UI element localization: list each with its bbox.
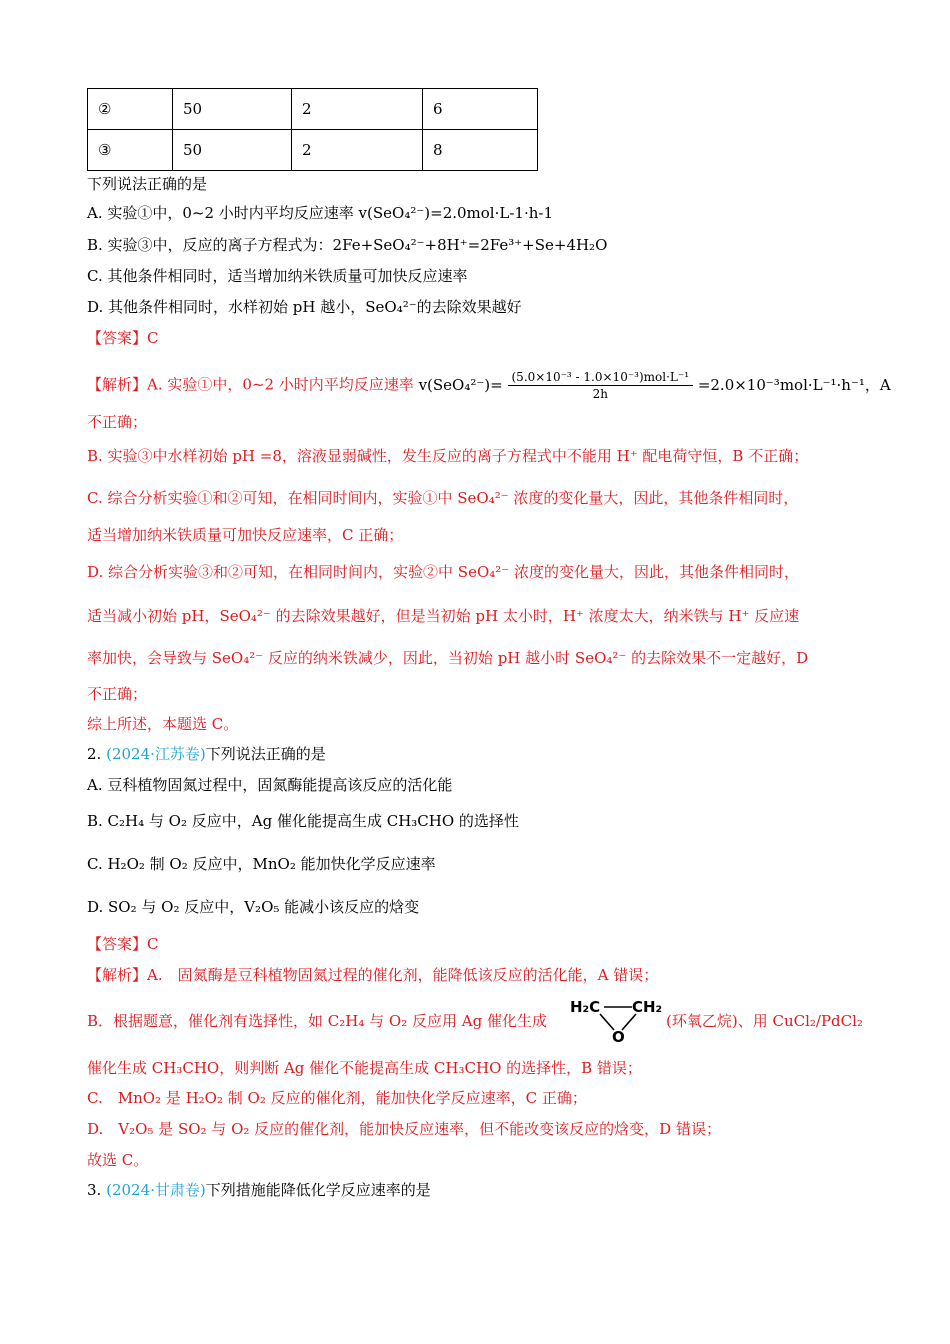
q3-source: (2024·甘肃卷) (106, 1181, 206, 1199)
rate-v: v(SeO₄²⁻)= (418, 375, 503, 394)
epoxide-h2c: H₂C (570, 998, 601, 1016)
q2-answer: 【答案】C (87, 935, 159, 953)
q1-answer: 【答案】C (87, 329, 159, 347)
experiment-table (87, 88, 538, 171)
q2-explain-c: C. MnO₂ 是 H₂O₂ 制 O₂ 反应的催化剂，能加快化学反应速率，C 正确； (87, 1089, 587, 1107)
table-cell: 2 (292, 89, 423, 130)
q1-explain-a-end: 不正确； (87, 413, 148, 431)
table-cell: 2 (292, 130, 423, 171)
q1-explain-d-line3: 率加快，会导致与 SeO₄²⁻ 反应的纳米铁减少，因此，当初始 pH 越小时 SeO₄²⁻ 的去除效果不一定越好，D (87, 649, 809, 667)
q1-explain-c-line1: C. 综合分析实验①和②可知，在相同时间内，实验①中 SeO₄²⁻ 浓度的变化量大，因此，其他条件相同时， (87, 489, 799, 507)
q2-option-b: B. C₂H₄ 与 O₂ 反应中，Ag 催化能提高生成 CH₃CHO 的选择性 (87, 812, 519, 830)
fraction-denominator: 2h (592, 387, 608, 401)
q2-explain-b-line1 (87, 1011, 547, 1031)
q3-number: 3. (87, 1181, 102, 1199)
q2-header (87, 744, 326, 764)
explain-b-pre: B．根据题意，催化剂有选择性，如 C₂H₄ 与 O₂ 反应用 Ag 催化生成 (87, 1012, 547, 1030)
fraction-numerator: (5.0×10⁻³ - 1.0×10⁻³)mol·L⁻¹ (508, 369, 694, 386)
table-cell: ③ (88, 130, 173, 171)
epoxide-ch2: CH₂ (632, 998, 663, 1016)
q2-explain-a: 【解析】A. 固氮酶是豆科植物固氮过程的催化剂，能降低该反应的活化能，A 错误； (87, 966, 659, 984)
q1-option-b: B. 实验③中，反应的离子方程式为：2Fe+SeO₄²⁻+8H⁺=2Fe³⁺+Se+4H₂O (87, 236, 608, 254)
table-cell: 6 (423, 89, 538, 130)
q2-option-d: D. SO₂ 与 O₂ 反应中，V₂O₅ 能减小该反应的焓变 (87, 898, 420, 916)
q1-explain-b: B. 实验③中水样初始 pH =8，溶液显弱碱性，发生反应的离子方程式中不能用 H⁺ 配电荷守恒，B 不正确； (87, 447, 809, 465)
q1-explain-d-line2: 适当减小初始 pH，SeO₄²⁻ 的去除效果越好，但是当初始 pH 太小时，H⁺ 浓度太大，纳米铁与 H⁺ 反应速 (87, 607, 800, 625)
q1-option-a: A. 实验①中，0~2 小时内平均反应速率 v(SeO₄²⁻)=2.0mol·L-1·h-1 (87, 204, 553, 222)
rate-formula (418, 370, 891, 401)
q3-stem: 下列措施能降低化学反应速率的是 (205, 1181, 431, 1199)
table-cell: 8 (423, 130, 538, 171)
q1-option-c: C. 其他条件相同时，适当增加纳米铁质量可加快反应速率 (87, 267, 468, 285)
q1-stem: 下列说法正确的是 (87, 175, 208, 193)
q2-source: (2024·江苏卷) (106, 745, 206, 763)
q1-explain-a (87, 369, 891, 402)
table-cell: 50 (173, 130, 292, 171)
rate-result: =2.0×10⁻³mol·L⁻¹·h⁻¹，A (697, 375, 891, 394)
q1-option-d: D. 其他条件相同时，水样初始 pH 越小，SeO₄²⁻的去除效果越好 (87, 298, 522, 316)
table-cell: 50 (173, 89, 292, 130)
q1-explain-c-line2: 适当增加纳米铁质量可加快反应速率，C 正确； (87, 526, 404, 544)
table-cell: ② (88, 89, 173, 130)
explain-a-prefix: 【解析】A. 实验①中，0~2 小时内平均反应速率 (87, 375, 414, 394)
explain-b-post: (环氧乙烷)、用 CuCl₂/PdCl₂ (666, 1012, 863, 1030)
rate-fraction (508, 369, 694, 402)
q1-conclusion: 综上所述，本题选 C。 (87, 715, 239, 733)
q1-explain-d-line1: D. 综合分析实验③和②可知，在相同时间内，实验②中 SeO₄²⁻ 浓度的变化量大，因此，其他条件相同时， (87, 563, 799, 581)
table-row (88, 130, 538, 171)
q2-option-c: C. H₂O₂ 制 O₂ 反应中，MnO₂ 能加快化学反应速率 (87, 855, 436, 873)
q1-explain-d-line4: 不正确； (87, 685, 148, 703)
table-row (88, 89, 538, 130)
q2-explain-b-line2: 催化生成 CH₃CHO，则判断 Ag 催化不能提高生成 CH₃CHO 的选择性，B 错误； (87, 1059, 642, 1077)
q2-number: 2. (87, 745, 102, 763)
q2-stem: 下列说法正确的是 (205, 745, 326, 763)
q2-option-a: A. 豆科植物固氮过程中，固氮酶能提高该反应的活化能 (87, 776, 453, 794)
q2-conclusion: 故选 C。 (87, 1151, 149, 1169)
q3-header (87, 1180, 431, 1200)
q2-explain-d: D. V₂O₅ 是 SO₂ 与 O₂ 反应的催化剂，能加快反应速率，但不能改变该反应的焓变，D 错误； (87, 1120, 721, 1138)
epoxide-o: O (612, 1028, 625, 1044)
epoxide-structure (570, 992, 666, 1044)
